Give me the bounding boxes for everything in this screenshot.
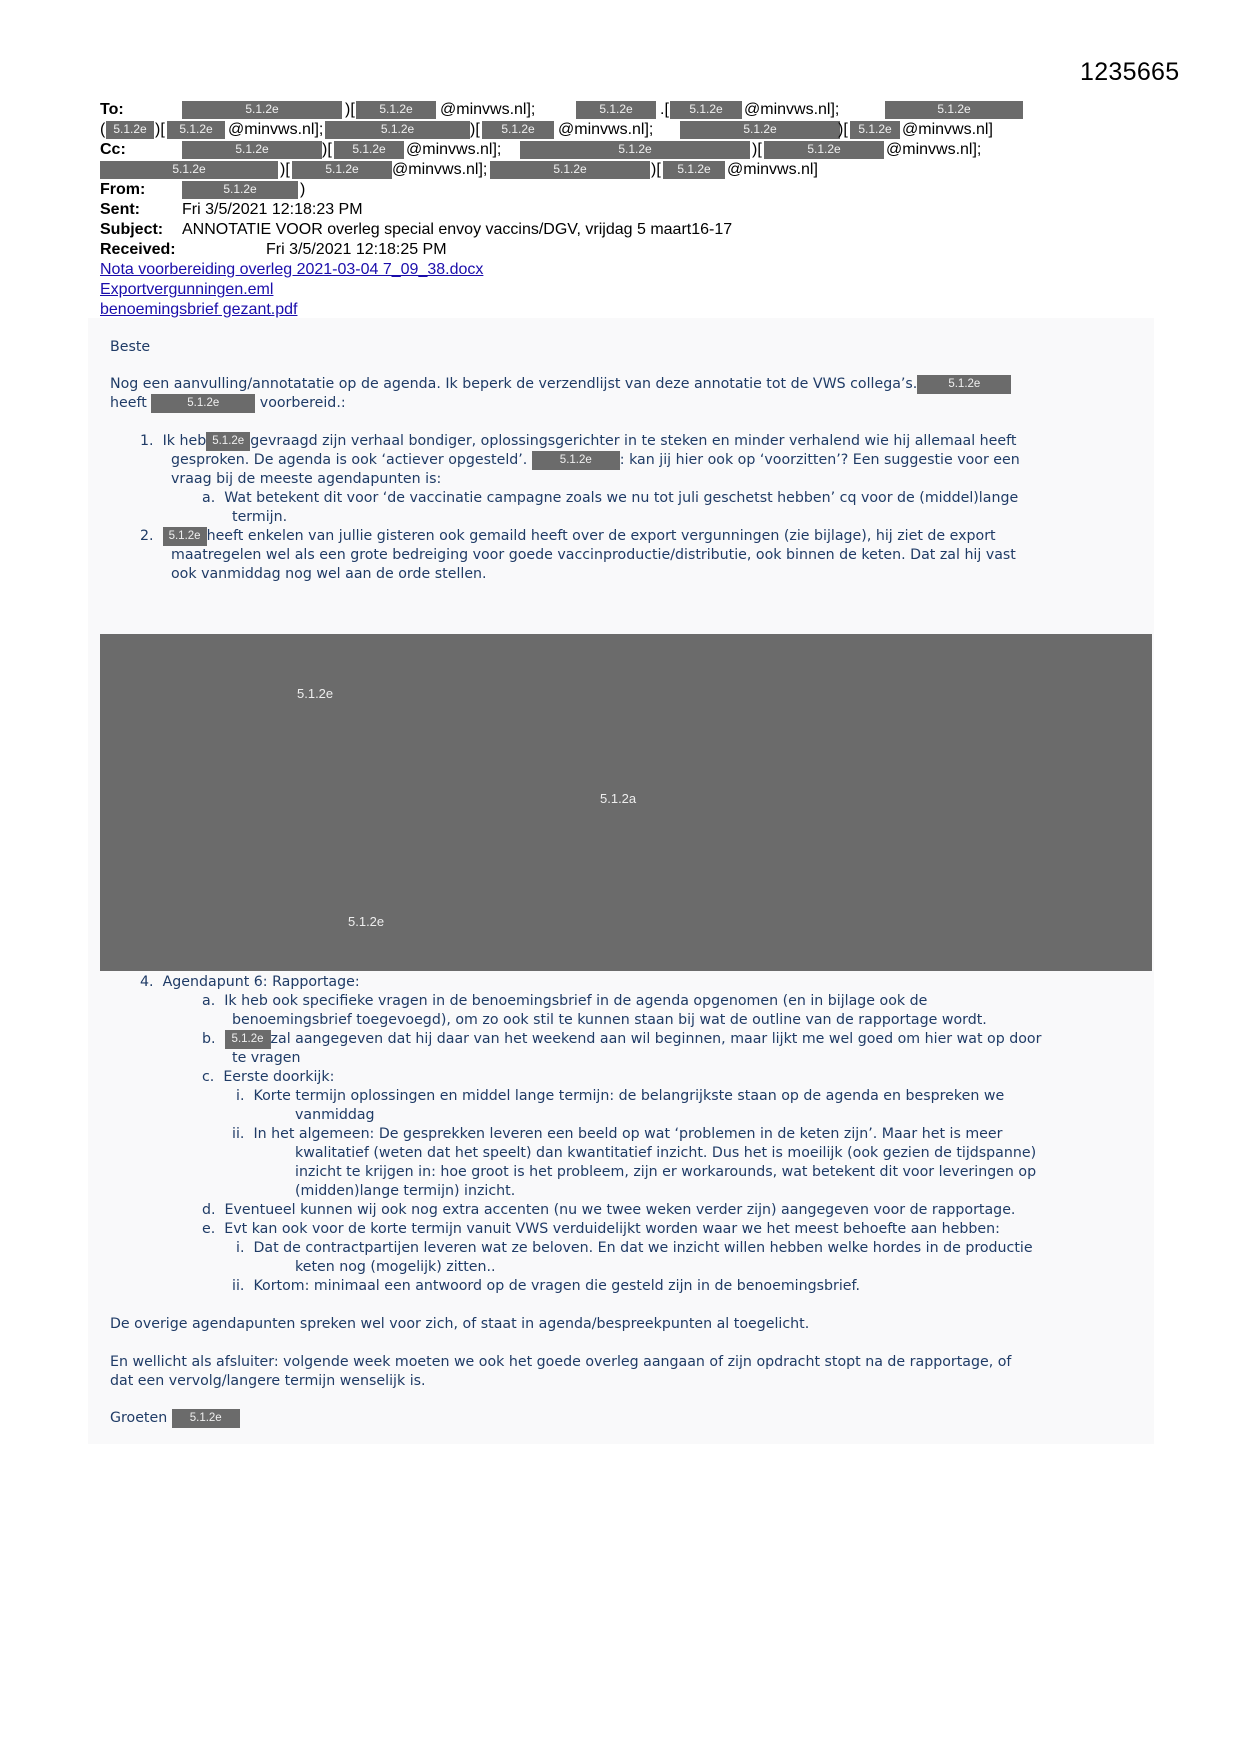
redaction-label: 5.1.2e bbox=[297, 686, 334, 701]
large-redaction-block bbox=[100, 634, 1152, 971]
redaction: 5.1.2e bbox=[520, 141, 750, 159]
list-item-4b-line-2: te vragen bbox=[232, 1050, 301, 1066]
cc-row-1: Cc: 5.1.2e )[ 5.1.2e @minvws.nl]; 5.1.2e )[ 5.1.2e @minvws.nl]; bbox=[100, 141, 982, 158]
email-domain: @minvws.nl]; bbox=[886, 141, 982, 158]
list-item-4e: e. Evt kan ook voor de korte termijn vanuit VWS verduidelijkt worden waar we het meest behoefte aan hebben: bbox=[202, 1221, 1000, 1237]
email-domain: @minvws.nl]; bbox=[558, 121, 654, 138]
subject-row bbox=[100, 220, 732, 240]
subject-label: Subject: bbox=[100, 221, 164, 238]
cc-row-2: 5.1.2e )[ 5.1.2e @minvws.nl]; 5.1.2e )[ 5.1.2e @minvws.nl] bbox=[100, 160, 1100, 180]
redaction: 5.1.2e bbox=[576, 101, 656, 119]
redaction: 5.1.2e bbox=[885, 101, 1023, 119]
redaction: 5.1.2e bbox=[532, 451, 620, 470]
redaction: 5.1.2e bbox=[482, 121, 554, 139]
redaction: 5.1.2e bbox=[206, 432, 250, 451]
closing-line-1: En wellicht als afsluiter: volgende week moeten we ook het goede overleg aangaan of zijn opdracht stopt na de rapportage, of bbox=[110, 1354, 1012, 1370]
redaction: 5.1.2e bbox=[680, 121, 840, 139]
document-number: 1235665 bbox=[1080, 58, 1180, 86]
redaction: 5.1.2e bbox=[356, 101, 436, 119]
email-domain: @minvws.nl] bbox=[727, 161, 818, 178]
redaction: 5.1.2e bbox=[225, 1030, 271, 1049]
to-row-2: ( 5.1.2e )[ 5.1.2e @minvws.nl]; 5.1.2e )[ 5.1.2e @minvws.nl]; 5.1.2e )[ 5.1.2e @minvws.nl] bbox=[100, 121, 993, 138]
sent-row bbox=[100, 200, 363, 220]
list-item-4-title: 4. Agendapunt 6: Rapportage: bbox=[140, 974, 360, 990]
redaction: 5.1.2e bbox=[182, 141, 322, 159]
redaction: 5.1.2e bbox=[325, 121, 470, 139]
received-row bbox=[100, 240, 447, 260]
attachments-list bbox=[100, 260, 483, 320]
list-item-4c-ii-line-3: inzicht te krijgen in: hoe groot is het probleem, zijn er workarounds, wat betekent dit voor leveringen op bbox=[295, 1164, 1037, 1180]
list-item-1-line-2: gesproken. De agenda is ook ‘actiever opgesteld’. 5.1.2e : kan jij hier ook op ‘voorzitten’? Een suggestie voor een bbox=[171, 452, 1020, 468]
intro-line-2: heeft 5.1.2e voorbereid.: bbox=[110, 395, 346, 411]
list-item-4e-ii: ii. Kortom: minimaal een antwoord op de vragen die gesteld zijn in de benoemingsbrief. bbox=[232, 1278, 860, 1294]
list-item-2-line-1: 2. 5.1.2e heeft enkelen van jullie gisteren ook gemaild heeft over de export vergunningen (zie bijlage), hij ziet de export bbox=[140, 528, 996, 544]
cc-label: Cc: bbox=[100, 141, 126, 158]
attachment-link-exportvergunningen[interactable]: Exportvergunningen.eml bbox=[100, 281, 274, 298]
email-domain: @minvws.nl]; bbox=[406, 141, 502, 158]
redaction: 5.1.2e bbox=[151, 394, 255, 413]
redaction: 5.1.2e bbox=[182, 101, 342, 119]
to-row-1: To: 5.1.2e )[ 5.1.2e @minvws.nl]; 5.1.2e .[ 5.1.2e @minvws.nl]; 5.1.2e bbox=[100, 100, 1100, 120]
greeting: Beste bbox=[110, 339, 151, 355]
redaction: 5.1.2e bbox=[167, 121, 225, 139]
from-label: From: bbox=[100, 181, 146, 198]
list-item-4c-i-line-2: vanmiddag bbox=[295, 1107, 375, 1123]
from-row: From: 5.1.2e ) bbox=[100, 181, 306, 198]
intro-line-1: Nog een aanvulling/annotatatie op de agenda. Ik beperk de verzendlijst van deze annotatie tot de VWS collega’s. 5.1.2e bbox=[110, 375, 1011, 394]
redaction: 5.1.2e bbox=[663, 161, 725, 179]
redaction: 5.1.2e bbox=[172, 1409, 240, 1428]
redaction-label: 5.1.2a bbox=[600, 791, 637, 806]
list-item-4c-title: c. Eerste doorkijk: bbox=[202, 1069, 335, 1085]
list-item-4b-line-1: b. 5.1.2e zal aangegeven dat hij daar van het weekend aan wil beginnen, maar lijkt me wel goed om hier wat op door bbox=[202, 1031, 1042, 1047]
list-item-4c-ii-line-4: (midden)lange termijn) inzicht. bbox=[295, 1183, 516, 1199]
redaction: 5.1.2e bbox=[334, 141, 404, 159]
list-item-4d: d. Eventueel kunnen wij ook nog extra accenten (nu we twee weken verder zijn) aangegeven voor de rapportage. bbox=[202, 1202, 1016, 1218]
redaction: 5.1.2e bbox=[490, 161, 650, 179]
list-item-1a-line-2: termijn. bbox=[232, 509, 288, 525]
list-item-2-line-3: ook vanmiddag nog wel aan de orde stellen. bbox=[171, 566, 487, 582]
list-item-1a-line-1: a. Wat betekent dit voor ‘de vaccinatie campagne zoals we nu tot juli geschetst hebben’ cq voor de (middel)lange bbox=[202, 490, 1019, 506]
to-label: To: bbox=[100, 101, 124, 118]
redaction: 5.1.2e bbox=[917, 375, 1011, 394]
redaction-label: 5.1.2e bbox=[348, 914, 385, 929]
signoff: Groeten 5.1.2e bbox=[110, 1409, 240, 1428]
received-label: Received: bbox=[100, 241, 176, 258]
sent-label: Sent: bbox=[100, 201, 140, 218]
other-items-paragraph: De overige agendapunten spreken wel voor zich, of staat in agenda/bespreekpunten al toegelicht. bbox=[110, 1316, 810, 1332]
list-item-4c-ii-line-1: ii. In het algemeen: De gesprekken leveren een beeld op wat ‘problemen in de keten zijn’. Maar het is meer bbox=[232, 1126, 1003, 1142]
redaction: 5.1.2e bbox=[163, 527, 207, 546]
sent-value: Fri 3/5/2021 12:18:23 PM bbox=[182, 201, 363, 218]
redaction: 5.1.2e bbox=[670, 101, 742, 119]
list-item-2-line-2: maatregelen wel als een grote bedreiging voor goede vaccinproductie/distributie, ook binnen de keten. Dat zal hij vast bbox=[171, 547, 1016, 563]
email-domain: @minvws.nl]; bbox=[392, 161, 488, 178]
redaction: 5.1.2e bbox=[106, 121, 154, 139]
list-item-4e-i-line-1: i. Dat de contractpartijen leveren wat ze beloven. En dat we inzicht willen hebben welke hordes in de productie bbox=[236, 1240, 1033, 1256]
list-item-4a-line-1: a. Ik heb ook specifieke vragen in de benoemingsbrief in de agenda opgenomen (en in bijlage ook de bbox=[202, 993, 928, 1009]
list-item-4c-i-line-1: i. Korte termijn oplossingen en middel lange termijn: de belangrijkste staan op de agenda en bespreken we bbox=[236, 1088, 1005, 1104]
attachment-link-nota[interactable]: Nota voorbereiding overleg 2021-03-04 7_09_38.docx bbox=[100, 261, 484, 278]
attachment-link-benoemingsbrief[interactable]: benoemingsbrief gezant.pdf bbox=[100, 301, 298, 318]
list-item-4a-line-2: benoemingsbrief toegevoegd), om zo ook stil te kunnen staan bij wat de outline van de rapportage wordt. bbox=[232, 1012, 987, 1028]
email-domain: @minvws.nl]; bbox=[744, 101, 840, 118]
email-domain: @minvws.nl]; bbox=[440, 101, 536, 118]
received-value: Fri 3/5/2021 12:18:25 PM bbox=[266, 241, 447, 258]
list-item-4c-ii-line-2: kwalitatief (weten dat het speelt) dan kwantitatief inzicht. Dus het is moeilijk (ook gezien de tijdspanne) bbox=[295, 1145, 1037, 1161]
redaction: 5.1.2e bbox=[100, 161, 278, 179]
list-item-1-line-3: vraag bij de meeste agendapunten is: bbox=[171, 471, 442, 487]
list-item-1-line-1: 1. Ik heb 5.1.2e gevraagd zijn verhaal bondiger, oplossingsgerichter in te steken en minder verhalend wie hij allemaal heeft bbox=[140, 433, 1017, 449]
subject-value: ANNOTATIE VOOR overleg special envoy vaccins/DGV, vrijdag 5 maart16-17 bbox=[182, 221, 733, 238]
email-domain: @minvws.nl] bbox=[902, 121, 993, 138]
closing-line-2: dat een vervolg/langere termijn wenselijk is. bbox=[110, 1373, 426, 1389]
redaction: 5.1.2e bbox=[764, 141, 884, 159]
redaction: 5.1.2e bbox=[182, 181, 298, 199]
list-item-4e-i-line-2: keten nog (mogelijk) zitten.. bbox=[295, 1259, 496, 1275]
redaction: 5.1.2e bbox=[292, 161, 392, 179]
redaction: 5.1.2e bbox=[850, 121, 900, 139]
email-domain: @minvws.nl]; bbox=[228, 121, 324, 138]
